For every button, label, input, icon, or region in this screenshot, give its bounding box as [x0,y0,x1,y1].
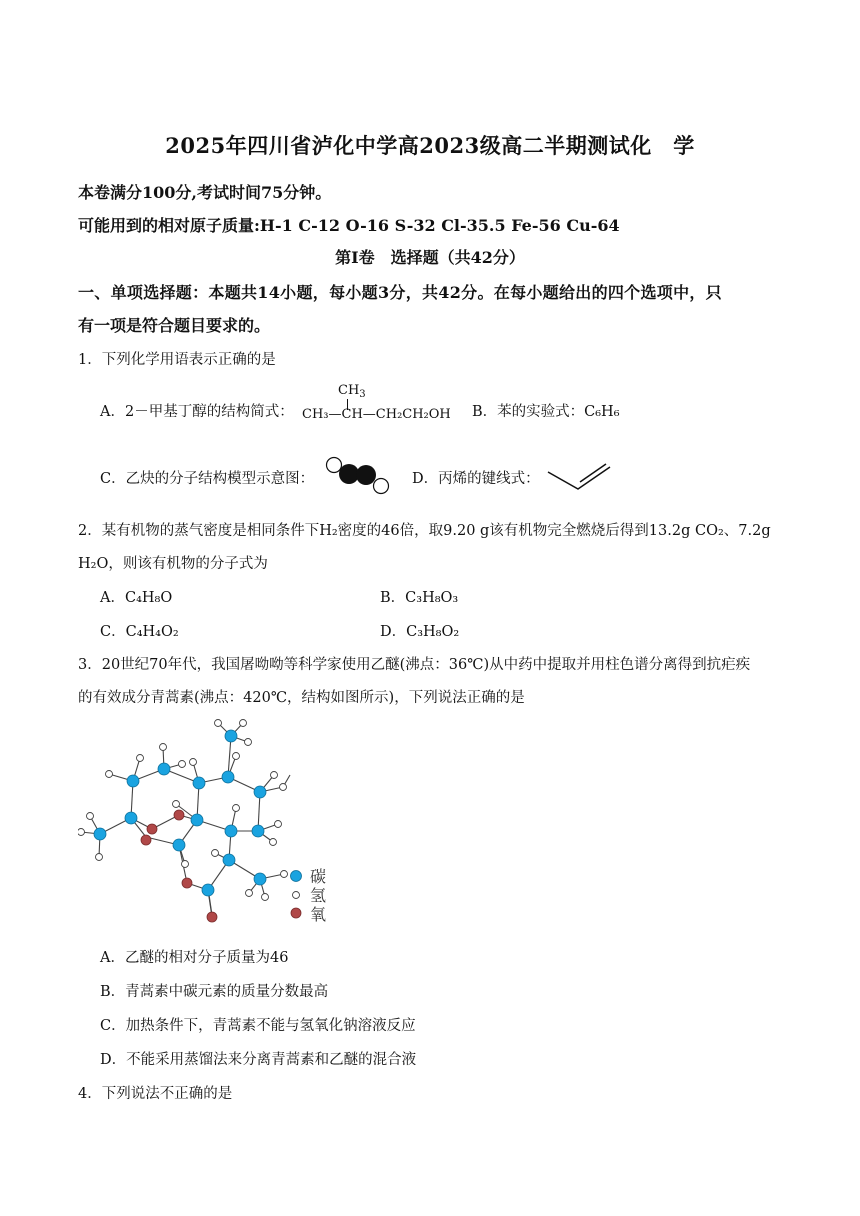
carbon-atom-1 [339,464,359,484]
q4-stem: 4．下列说法不正确的是 [78,1086,233,1102]
legend-carbon-label: 碳 [310,867,327,886]
legend-hydrogen-label: 氢 [310,886,327,905]
oxygen-atoms [141,810,217,922]
hydrogen-atom-right [374,479,389,494]
q2-stem-line2: H₂O，则该有机物的分子式为 [78,556,268,572]
structure-legend [291,867,327,924]
q3-stem-line1: 3．20世纪70年代，我国屠呦呦等科学家使用乙醚(沸点：36℃)从中药中提取并用柱色谱分离得到抗疟疾 [78,657,751,673]
full-marks-note: 本卷满分100分,考试时间75分钟。 [78,183,332,202]
q2-stem-line1: 2．某有机物的蒸气密度是相同条件下H₂密度的46倍，取9.20 g该有机物完全燃烧后得到13.2g CO₂、7.2g [78,523,771,539]
q3-option-d: D．不能采用蒸馏法来分离青蒿素和乙醚的混合液 [100,1052,417,1068]
q1-formula-main: CH₃—CH—CH₂CH₂OH [302,407,451,422]
q1-formula-top: $CH_3$ [338,383,366,400]
section-instruction-line1: 一、单项选择题：本题共14小题，每小题3分，共42分。在每小题给出的四个选项中，只 [78,283,722,302]
q1-option-a: A．2－甲基丁醇的结构简式： [100,404,294,420]
hydrogen-atom-left [327,458,342,473]
q1-option-b: B．苯的实验式：C₆H₆ [472,404,620,420]
q1-option-c: C．乙炔的分子结构模型示意图： [100,471,315,487]
propene-skeletal-image [545,462,615,494]
q3-stem-line2: 的有效成分青蒿素(沸点：420℃，结构如图所示)，下列说法正确的是 [78,690,525,706]
q2-option-d: D．C₃H₈O₂ [380,624,460,640]
page-title: 2025年四川省泸化中学高2023级高二半期测试化 学 [165,133,695,158]
q2-option-c: C．C₄H₄O₂ [100,624,179,640]
q1-stem: 1．下列化学用语表示正确的是 [78,352,276,368]
acetylene-model-image [322,455,394,497]
legend-oxygen-label: 氧 [310,905,327,924]
legend-hydrogen-swatch [293,892,300,899]
q3-option-c: C．加热条件下，青蒿素不能与氢氧化钠溶液反应 [100,1018,416,1034]
q2-option-b: B．C₃H₈O₃ [380,590,459,606]
atomic-masses: 可能用到的相对原子质量:H-1 C-12 O-16 S-32 Cl-35.5 Fe-56 Cu-64 [78,216,620,235]
q2-option-a: A．C₄H₈O [100,590,173,606]
q3-option-b: B．青蒿素中碳元素的质量分数最高 [100,984,329,1000]
carbon-atom-2 [356,465,376,485]
legend-carbon-swatch [291,871,302,882]
legend-oxygen-swatch [291,908,301,918]
q1-option-a-formula [300,383,450,428]
q3-option-a: A．乙醚的相对分子质量为46 [100,950,289,966]
section-instruction-line2: 有一项是符合题目要求的。 [78,316,271,335]
artemisinin-structure-image [78,712,348,932]
section-title: 第Ⅰ卷 选择题（共42分） [335,248,525,267]
hydrogen-atoms [78,720,288,901]
q1-option-d: D．丙烯的键线式： [412,471,540,487]
